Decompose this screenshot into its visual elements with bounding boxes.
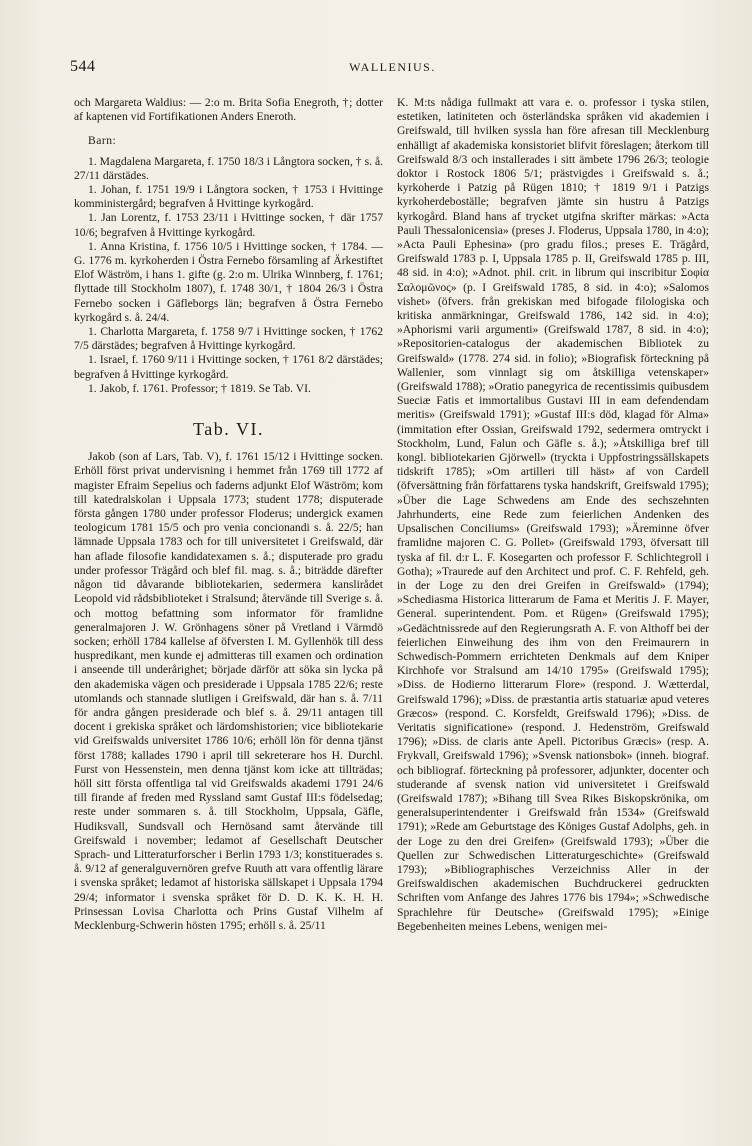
- child-entry: 1. Johan, f. 1751 19/9 i Långtora socken, † 1753 i Hvittinge komministergård; begrafven å Hvittinge kyrkogård.: [74, 183, 383, 211]
- child-entry: 1. Israel, f. 1760 9/11 i Hvittinge socken, † 1761 8/2 därstädes; begrafven å Hvittinge kyrkogård.: [74, 353, 383, 381]
- child-entry: 1. Magdalena Margareta, f. 1750 18/3 i Långtora socken, † s. å. 27/11 därstädes.: [74, 154, 383, 182]
- right-column: [397, 96, 709, 934]
- child-entry: 1. Charlotta Margareta, f. 1758 9/7 i Hvittinge socken, † 1762 7/5 därstädes; begrafven å Hvittinge kyrkogård.: [74, 325, 383, 353]
- child-entry: 1. Anna Kristina, f. 1756 10/5 i Hvittinge socken, † 1784. — G. 1776 m. kyrkoherden i Östra Fernebo församling af Ärkestiftet Elof Wäström, i hans 1. gifte (g. 2:o m. Ulrika Winnberg, f. 1761; flyttade till Stockholm 1807), f. 1748 30/1, † 1804 26/3 i Östra Fernebo socken i Gäfleborgs län; begrafven å Östra Fernebo kyrkogård s. å. 24/4.: [74, 239, 383, 324]
- biography-continuation: K. M:ts nådiga fullmakt att vara e. o. professor i tyska stilen, estetiken, latiniteten och österländska språken vid akademien i Greifswald, till hvilken syssla han före afresan till Mecklenburg enhälligt af akademiska konsistoriet blifvit föreslagen; återkom till Greifswald 8/3 och installerades i sitt ämbete 1796 26/3; teologie doktor i Rostock 1806 5/1; prästvigdes i Greifswald s. å.; kyrkoherde i Patzig på Rügen 1810; † 1819 9/1 i Patzigs kyrkoherdeboställe; begrafven jämte sin hustru å Patzigs kyrkogård. Bland hans af trycket utgifna skrifter märkas: »Acta Pauli Thessalonicensia» (preses J. Floderus, Uppsala 1780, in 4:o); »Acta Pauli Ephesina» (pro gradu filos.; preses E. Trägård, Greifswald 1783 p. I, Uppsala 1785 p. II, Greifswald 1785 p. III, 48 sid. in 4:o); »Adnot. phil. crit. in librum qui inscribitur Σοφία Σαλομῶνος» (p. I Greifswald 1785, 8 sid. in 4:o); »Salomos vishet» (öfvers. från grekiskan med bifogade filologiska och kritiska anmärkningar, Greifswald 1786, 142 sid. in 4:o); »Aphorismi varii argumenti» (Greifswald 1787, 8 sid. in 4:o); »Repositorien-catalogus der akademischen Bibliotek zu Greifswald» (1778. 274 sid. in folio); »Biografisk förteckning på Wallenier, som vinnlagt sig om åtskilliga vetenskaper» (Greifswald 1788); »Oratio panegyrica de recentissimis quibusdem Sueciæ Fatis et immortalibus Gustavi III in eam defendendam meritis» (Greifswald 1791); »Gustaf III:s död, klagad för Alma» (immitation efter Ossian, Greifswald 1792, sedermera omtryckt i Stockholm, Lund, Falun och Gäfle s. å.); »Åtskilliga bref till kongl. bibliotekarien Gjörwell» (tryckta i Uppfostringssällskapets tidskrift 1785); »Om artilleri till häst» af von Cardell (öfversättning från författarens tyska handskrift, Greifswald 1795); »Über die Lage Schwedens am Ende des sechszehnten Jahrhunderts, eine Rede zum feierlichen Andenken des Upsalischen Conciliums» (Greifswald 1793); »Äreminne öfver framlidne majoren C. G. Pollet» (Greifswald 1793, öfversatt till tyska af fil. d:r L. F. Kosegarten och professor F. Schlichtegroll i Gotha); »Traurede auf den Architect und prof. C. F. Rehfeld, geh. in der Loge zu den drei Greifen in Greifswald» (1794); »Schediasma Historica litterarum de Fama et Meritis J. F. Mayer, General. superintendent. Pom. et Rügen» (Greifswald 1795); »Gedächtnissrede auf den Regierungsrath A. F. von Althoff bei der feierlichen Einweihung des ihm von den Freimaurern in Schwedisch-Pommern errichteten Denkmals auf dem Kniper Kirchhofe vor Stralsund am 14/10 1795» (Greifswald 1795); »Diss. de Hodierno litterarum Flore» (respond. J. Wætterdal, Greifswald 1796); »Diss. de præstantia artis statuariæ apud veteres Græcos» (respond. C. Korsfeldt, Greifswald 1796); »Diss. de Veritatis significatione» (respond. J. Hedenström, Greifswald 1796); »Diss. de claris ante Apell. Pictoribus Græcis» (resp. A. Frykvall, Greifswald 1796); »Svensk nationsbok» (inneh. biograf. och bibliograf. förteckning på professorer, adjunkter, docenter och studerande af svensk nation vid universitetet i Greifswald (Greifswald 1787); »Bihang till Svea Rikes Biskopskrönika, om generalsuperintendenter i Greifswald från 1534» (Greifswald 1791); »Rede am Geburtstage des Königes Gustaf Adolphs, geh. in der Loge zu den drei Greifen» (Greifswald 1793); »Über die Quellen zur Schwedischen Litteraturgeschichte» (Greifswald 1793); »Bibliographisches Verzeichniss Aller in der Greifswaldischen akademischen Buchdruckerei gedruckten Schriften vom Anfange des Jahres 1776 bis 1794»; »Schwedische Sprachlehre für Deutsche» (Greifswald 1795); »Einige Begebenheiten meines Lebens, wenigen mei-: [397, 96, 709, 933]
- child-entry: 1. Jan Lorentz, f. 1753 23/11 i Hvittinge socken, † där 1757 10/6; begrafven å Hvittinge kyrkogård.: [74, 211, 383, 239]
- intro-paragraph: och Margareta Waldius: — 2:o m. Brita Sofia Enegroth, †; dotter af kaptenen vid Fortifikationen Anders Eneroth.: [74, 96, 383, 124]
- page-header: [70, 58, 715, 78]
- table-heading: Tab. VI.: [193, 419, 264, 440]
- jakob-biography: Jakob (son af Lars, Tab. V), f. 1761 15/12 i Hvittinge socken. Erhöll först privat undervisning i hemmet från 1769 till 1772 af magister Efraim Sepelius och faderns adjunkt Elof Wäström; kom till katedralskolan i Uppsala 1773; student 1778; disputerade första gången 1780 under professor Floderus; undergick examen teologicum 1781 15/5 och pro venia concionandi s. å. 22/5; han lämnade Uppsala 1783 och for till universitetet i Greifswald, där han aflade filosofie kandidatexamen s. å.; disputerade pro gradu under professor Trägård och blef fil. mag. s. å.; biträdde därefter någon tid dåvarande bibliotekarien, sedermera kanslirådet Leopold vid rådsbiblioteket i Stralsund; återvände till Sverige s. å. och mottog befattning som informator för framlidne generalmajoren J. W. Grönhagens söner på Vretland i Värmdö socken; erhöll 1784 kallelse af öfversten I. M. Gyllenhök till dess huspredikant, men kunde ej admitteras till examen och ordination i anseende till underårighet; började därför att söka sin lycka på den akademiska vägen och presiderade i Uppsala 1785 22/6; reste utomlands och stannade slutligen i Greifswald, där han s. å. 7/11 för andra gången presiderade och blef s. å. 29/11 antagen till docent i grekiska språket och lärdomshistorien; vice bibliotekarie vid Greifswalds universitet 1786 10/6; erhöll lön för denna tjänst först 1788; kallades 1790 i april till sekreterare hos H. Durchl. Furst von Hessenstein, men denna tjänst kom icke att tillträdas; höll sitt första offentliga tal vid Greifswalds akademi 1791 24/6 till firande af freden med Ryssland samt Gustaf III:s födelsedag; reste under sommaren s. å. till Stockholm, Uppsala, Gäfle, Hudiksvall, Sundsvall och Hernösand samt återvände till Greifswald i november; ledamot af Gesellschaft Deutscher Sprach- und Litteraturforscher i Berlin 1793 1/3; konstituerades s. å. 9/12 af generalguvernören grefve Ruuth att vara offentlig lärare i svenska språket; ledamot af historiska sällskapet i Uppsala 1794 29/4; informator i svenska språket för D. D. K. K. H. H. Prinsessan Lovisa Charlotta och Prins Gustaf Vilhelm af Mecklenburg-Schwerin hösten 1795; erhöll s. å. 25/11: [74, 450, 383, 932]
- left-column: [74, 96, 383, 933]
- running-head: WALLENIUS.: [349, 60, 436, 74]
- child-entry: 1. Jakob, f. 1761. Professor; † 1819. Se Tab. VI.: [88, 381, 311, 395]
- page-number: 544: [70, 58, 96, 75]
- children-heading: Barn:: [88, 134, 117, 148]
